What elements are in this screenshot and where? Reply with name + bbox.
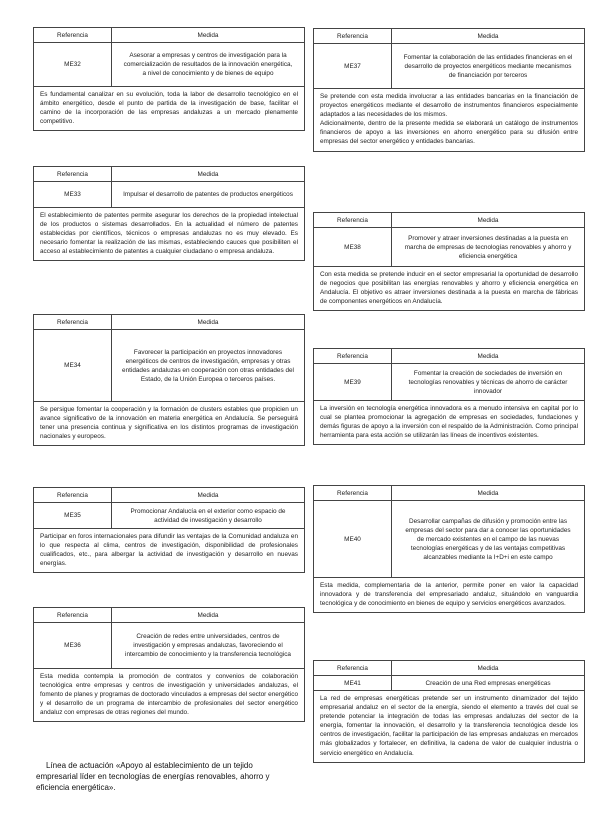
measure-title: Creación de una Red empresas energéticas (425, 679, 551, 687)
measure-code: ME37 (314, 44, 392, 88)
measure-card-me35 (33, 487, 305, 573)
measure-row (314, 44, 584, 89)
measure-card-me36 (33, 607, 305, 722)
measure-title: Fomentar la creación de sociedades de inversión en tecnologías renovables y técnicas de ahorro de carácter innovador (408, 369, 568, 395)
measure-description (34, 208, 304, 260)
table-header (314, 349, 584, 364)
measure-header: Medida (477, 664, 499, 672)
measure-description (314, 691, 584, 762)
ref-header: Referencia (314, 349, 392, 363)
description-paragraph: Se persigue fomentar la cooperación y la formación de clusters estables que propicien un avance significativo de la innovación en materia energética en Andalucía. Se perseguirá tener una presencia continua y significativa en los distintos programas de investigación nacionales y europeos. (40, 406, 298, 441)
measure-card-me39 (313, 348, 585, 445)
measure-card-me37 (313, 28, 585, 152)
measure-description (314, 401, 584, 444)
measure-card-me38 (313, 212, 585, 311)
ref-header: Referencia (34, 167, 112, 181)
measure-header: Medida (197, 170, 219, 178)
ref-header: Referencia (34, 28, 112, 42)
ref-header: Referencia (314, 661, 392, 675)
measure-code: ME39 (314, 364, 392, 400)
measure-title: Desarrollar campañas de difusión y promoción entre las empresas del sector para dar a conocer las oportunidades de mercado existentes en el campo de las nuevas tecnologías energéticas y de las ventajas competitivas alcanzables mediante la I+D+i en este campo (405, 517, 571, 561)
description-paragraph: Se pretende con esta medida involucrar a las entidades bancarias en la financiación de proyectos energéticos mediante el desarrollo de instrumentos financieros especialmente adaptados a las necesidades de los mismos. (320, 93, 578, 119)
measure-description (314, 267, 584, 310)
measure-header: Medida (477, 489, 499, 497)
measure-card-me40 (313, 485, 585, 613)
measure-code: ME41 (314, 676, 392, 690)
ref-header: Referencia (34, 488, 112, 502)
table-header (34, 608, 304, 623)
measure-code: ME34 (34, 330, 112, 401)
table-header (34, 28, 304, 43)
description-paragraph: La inversión en tecnología energética innovadora es a menudo intensiva en capital por lo cual se plantea promocionar la agregación de empresas en sociedades, fundaciones y demás figuras de apoyo a la inversión con el respaldo de la Administración. Como principal herramienta para esta acción se utilizarán las líneas de incentivos existentes. (320, 405, 578, 440)
table-header (314, 213, 584, 228)
measure-code: ME36 (34, 623, 112, 668)
measure-row (314, 228, 584, 267)
ref-header: Referencia (314, 213, 392, 227)
measure-row (34, 182, 304, 208)
measure-header: Medida (477, 216, 499, 224)
description-paragraph: Participar en foros internacionales para difundir las ventajas de la Comunidad andaluza en lo que respecta al clima, centros de investigación, disponibilidad de profesionales cualificados, etc., para albergar la actividad de investigación y desarrollo en nuevas energías. (40, 533, 298, 568)
measure-code: ME38 (314, 228, 392, 266)
table-header (34, 315, 304, 330)
measure-title: Promocionar Andalucía en el exterior como espacio de actividad de investigación y desarrollo (130, 507, 286, 524)
measure-code: ME33 (34, 182, 112, 207)
table-header (314, 486, 584, 501)
measure-description (314, 578, 584, 612)
measure-title: Asesorar a empresas y centros de investigación para la comercialización de resultados de la innovación energética, a nivel de conocimiento y de bienes de equipo (123, 52, 293, 77)
ref-header: Referencia (34, 608, 112, 622)
measure-row (34, 330, 304, 402)
measure-description (34, 402, 304, 445)
measure-row (314, 501, 584, 578)
measure-description (314, 89, 584, 151)
action-line-footer: Línea de actuación «Apoyo al establecimiento de un tejido empresarial líder en tecnologías de energías renovables, ahorro y eficiencia energética». (36, 761, 270, 792)
measure-row (34, 623, 304, 669)
description-paragraph: Es fundamental canalizar en su evolución, toda la labor de desarrollo tecnológico en el ámbito energético, desde el punto de partida de la investigación de base, facilitar el camino de la incorporación de las empresas andaluzas a un mercado plenamente competitivo. (40, 91, 298, 126)
description-paragraph: Esta medida, complementaria de la anterior, permite poner en valor la capacidad innovadora y de transferencia del empresariado andaluz, situándolo en vanguardia tecnológica y de conocimiento en bienes de equipo y servicios energéticos avanzados. (320, 582, 578, 608)
description-paragraph: Adicionalmente, dentro de la presente medida se elaborará un catálogo de instrumentos financieros de apoyo a las inversiones en ahorro energético para su difusión entre empresas del sector energético y entidades bancarias. (320, 120, 578, 146)
table-header (314, 29, 584, 44)
measure-header: Medida (197, 318, 219, 326)
ref-header: Referencia (34, 315, 112, 329)
table-header (314, 661, 584, 676)
measure-code: ME40 (314, 501, 392, 577)
measure-header: Medida (477, 32, 499, 40)
description-paragraph: La red de empresas energéticas pretende ser un instrumento dinamizador del tejido empresarial andaluz en el sector de la energía, siendo el elemento a través del cual se pretende potenciar la integración de todas las empresas andaluzas del sector de la energía, fomentar la innovación, el desarrollo y la transferencia tecnológica desde los centros de investigación, facilitar la participación de las empresas andaluzas en mercados más globalizados y fortalecer, en definitiva, la cadena de valor de cualquier industria o servicio energético en Andalucía. (320, 695, 578, 757)
measure-row (314, 364, 584, 401)
measure-header: Medida (197, 491, 219, 499)
measure-title: Impulsar el desarrollo de patentes de productos energéticos (123, 191, 293, 198)
ref-header: Referencia (314, 486, 392, 500)
ref-header: Referencia (314, 29, 392, 43)
measure-title: Favorecer la participación en proyectos innovadores energéticos de centros de investigación, empresas y otras entidades andaluzas en cooperación con otras entidades del Estado, de la Unión Europea o terceros países. (122, 348, 294, 383)
table-header (34, 488, 304, 503)
measure-code: ME35 (34, 503, 112, 528)
measure-description (34, 87, 304, 130)
measure-row (314, 676, 584, 691)
measure-card-me41 (313, 660, 585, 763)
description-paragraph: Con esta medida se pretende inducir en el sector empresarial la oportunidad de desarrollo de negocios que posibilitan las energías renovables y ahorro y eficiencia energética en Andalucía. El objetivo es atraer inversiones destinada a la puesta en marcha de fábricas de componentes energéticos en Andalucía. (320, 271, 578, 306)
measure-row (34, 503, 304, 529)
measure-header: Medida (197, 31, 219, 39)
measure-card-me34 (33, 314, 305, 446)
description-paragraph: Esta medida contempla la promoción de contratos y convenios de colaboración tecnológica entre empresas y centros de investigación y universidades andaluzas, el fomento de planes y programas de doctorado vinculados a empresas del sector energético y el desarrollo de un programa de intercambio de profesionales del sector energético andaluz con empresas de otras regiones del mundo. (40, 673, 298, 717)
measure-card-me32 (33, 27, 305, 131)
measure-title: Fomentar la colaboración de las entidades financieras en el desarrollo de proyectos energéticos mediante mecanismos de financiación por terceros (403, 53, 573, 79)
measure-row (34, 43, 304, 87)
measure-card-me33 (33, 166, 305, 261)
measure-header: Medida (477, 352, 499, 360)
measure-title: Promover y atraer inversiones destinadas a la puesta en marcha de empresas de tecnologías renovables y ahorro y eficiencia energética (404, 234, 572, 260)
measure-code: ME32 (34, 43, 112, 86)
measure-header: Medida (197, 611, 219, 619)
measure-title: Creación de redes entre universidades, centros de investigación y empresas andaluzas, favoreciendo el intercambio de conocimiento y la transferencia tecnológica (125, 633, 291, 658)
table-header (34, 167, 304, 182)
measure-description (34, 529, 304, 572)
measure-description (34, 669, 304, 721)
description-paragraph: El establecimiento de patentes permite asegurar los derechos de la propiedad intelectual de los productos o sistemas desarrollados. En la actualidad el número de patentes establecidas por científicos, técnicos o empresas andaluzas no es muy elevado. Es necesario fomentar la realización de las mismas, estableciendo cauces que posibiliten el acceso al establecimiento de patentes a cualquier ciudadano o empresa andaluza. (40, 212, 298, 256)
